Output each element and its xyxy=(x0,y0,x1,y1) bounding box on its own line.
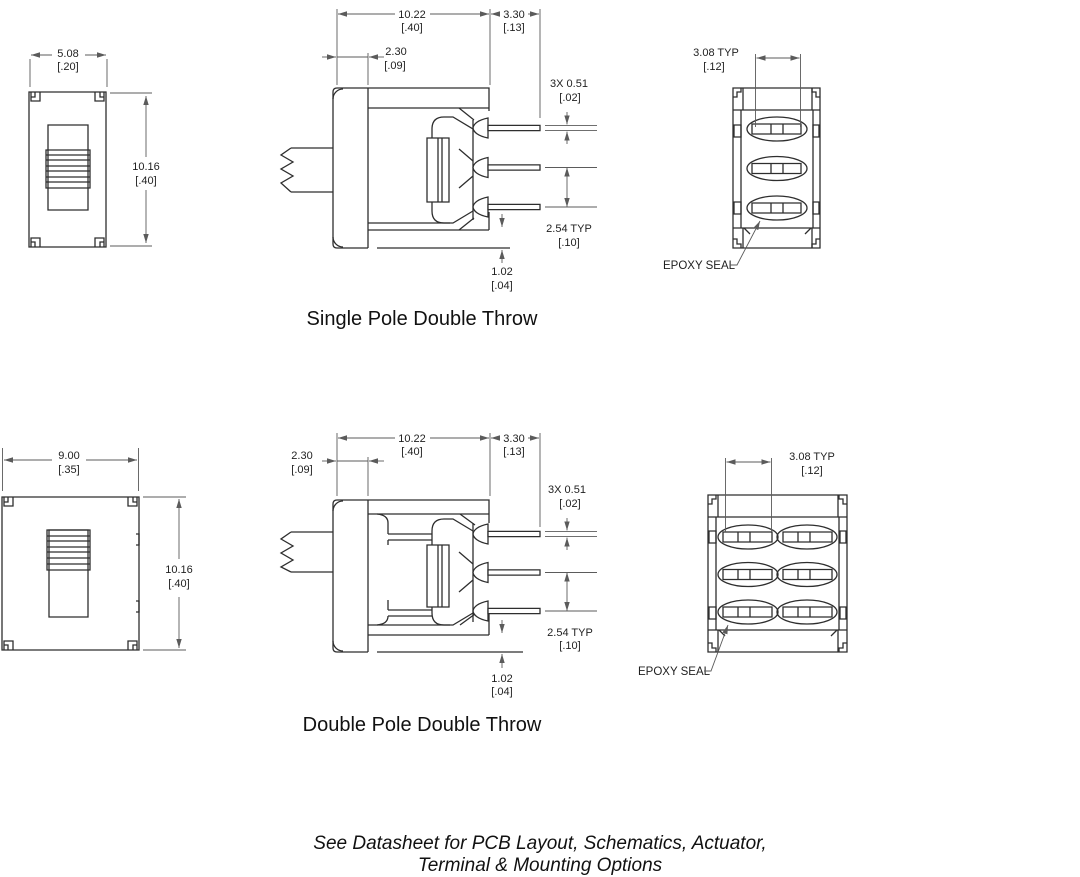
dpdt-side-view xyxy=(281,433,597,698)
dim-standoff-mm: 1.02 xyxy=(491,673,513,685)
dim-pin-size-in: [.02] xyxy=(559,92,581,104)
dim-seal-pitch-in: [.12] xyxy=(703,61,725,73)
terminal-bar xyxy=(723,607,772,617)
terminal-root xyxy=(473,563,488,583)
dim-pitch-mm: 2.54 TYP xyxy=(546,223,592,235)
corner-ear xyxy=(733,88,741,97)
terminal-bar xyxy=(752,203,801,213)
dim-height-mm: 10.16 xyxy=(132,161,160,173)
spdt-rear-seal-pitch-dimension xyxy=(693,47,800,127)
dpdt-side-pin-dimensions xyxy=(491,484,597,698)
dim-pin-length-in: [.13] xyxy=(503,22,525,34)
dim-seal-pitch-in: [.12] xyxy=(801,465,823,477)
corner-ear xyxy=(812,239,820,248)
spdt-side-top-dimensions xyxy=(322,9,540,118)
spdt-front-width-dimension xyxy=(30,48,107,87)
corner-peg xyxy=(95,238,104,247)
spdt-side-view xyxy=(281,9,597,292)
corner-ear xyxy=(708,495,716,504)
corner-ear xyxy=(708,643,716,652)
dim-bushing-in: [.09] xyxy=(384,60,406,72)
dpdt-side-internal xyxy=(377,514,488,625)
terminal-bar xyxy=(783,570,832,580)
break-line xyxy=(281,148,293,192)
corner-ear xyxy=(812,88,820,97)
terminal-bar xyxy=(752,164,801,174)
dim-height-in: [.40] xyxy=(168,578,190,590)
dpdt-front-body-outline xyxy=(2,497,139,650)
spdt-side-pin-dimensions xyxy=(491,78,597,292)
spdt-front-actuator xyxy=(46,125,90,210)
dpdt-front-actuator xyxy=(47,530,90,617)
dim-body-width-mm: 10.22 xyxy=(398,9,426,21)
spdt-rear-view xyxy=(663,47,820,272)
dim-pin-length-mm: 3.30 xyxy=(503,9,525,21)
corner-peg xyxy=(4,641,13,650)
dim-standoff-in: [.04] xyxy=(491,686,513,698)
terminal-root xyxy=(473,158,488,178)
corner-ear xyxy=(733,239,741,248)
dpdt-front-view xyxy=(2,448,193,650)
dim-height-mm: 10.16 xyxy=(165,564,193,576)
dim-body-width-mm: 10.22 xyxy=(398,433,426,445)
dim-width-in: [.20] xyxy=(57,61,79,73)
actuator-stem xyxy=(427,545,449,607)
corner-ear xyxy=(839,495,847,504)
terminal-bar xyxy=(783,607,832,617)
spdt-caption: Single Pole Double Throw xyxy=(306,308,538,330)
terminal-bar xyxy=(752,124,801,134)
terminal-root xyxy=(473,524,488,544)
corner-peg xyxy=(128,497,137,506)
dpdt-side-top-dimensions xyxy=(291,433,540,527)
footer-line-1: See Datasheet for PCB Layout, Schematics, Actuator, xyxy=(313,833,767,854)
spdt-side-internal xyxy=(427,108,488,230)
corner-peg xyxy=(31,92,40,101)
dim-height-in: [.40] xyxy=(135,175,157,187)
dim-pitch-in: [.10] xyxy=(558,237,580,249)
dim-pin-length-in: [.13] xyxy=(503,446,525,458)
dim-width-mm: 9.00 xyxy=(58,450,80,462)
spdt-rear-epoxy-seals xyxy=(747,117,807,220)
break-line xyxy=(281,532,293,572)
dim-pin-size-in: [.02] xyxy=(559,498,581,510)
spdt-front-height-dimension xyxy=(110,93,160,246)
dim-standoff-in: [.04] xyxy=(491,280,513,292)
dim-pin-size-mm: 3X 0.51 xyxy=(548,484,586,496)
epoxy-seal-label: EPOXY SEAL xyxy=(638,666,711,678)
dpdt-rear-epoxy-seals xyxy=(718,525,837,624)
dim-standoff-mm: 1.02 xyxy=(491,266,513,278)
dpdt-side-actuator xyxy=(281,532,333,572)
epoxy-seal-label: EPOXY SEAL xyxy=(663,260,736,272)
terminal-bar xyxy=(723,570,772,580)
footer-note xyxy=(313,833,766,876)
spdt-side-actuator xyxy=(281,148,333,192)
footer-line-2: Terminal & Mounting Options xyxy=(417,855,663,876)
actuator-stem xyxy=(427,138,449,202)
spdt-side-pins xyxy=(488,125,540,209)
corner-ear xyxy=(839,643,847,652)
spdt-front-view xyxy=(29,48,160,247)
dim-pitch-in: [.10] xyxy=(559,640,581,652)
dpdt-front-height-dimension xyxy=(143,497,193,650)
dpdt-side-pins xyxy=(488,531,540,613)
corner-peg xyxy=(31,238,40,247)
dim-pin-length-mm: 3.30 xyxy=(503,433,525,445)
dim-pitch-mm: 2.54 TYP xyxy=(547,627,593,639)
dim-width-mm: 5.08 xyxy=(57,48,79,60)
dim-bushing-mm: 2.30 xyxy=(291,450,313,462)
terminal-root xyxy=(473,601,488,621)
dpdt-caption: Double Pole Double Throw xyxy=(302,714,542,736)
dim-bushing-mm: 2.30 xyxy=(385,46,407,58)
dim-seal-pitch-mm: 3.08 TYP xyxy=(789,451,835,463)
corner-peg xyxy=(128,641,137,650)
terminal-bar xyxy=(723,532,772,542)
corner-peg xyxy=(4,497,13,506)
terminal-root xyxy=(473,118,488,138)
dpdt-rear-view xyxy=(638,451,847,678)
dim-bushing-in: [.09] xyxy=(291,464,313,476)
dim-body-width-in: [.40] xyxy=(401,22,423,34)
dim-seal-pitch-mm: 3.08 TYP xyxy=(693,47,739,59)
dim-body-width-in: [.40] xyxy=(401,446,423,458)
corner-peg xyxy=(95,92,104,101)
dim-pin-size-mm: 3X 0.51 xyxy=(550,78,588,90)
dim-width-in: [.35] xyxy=(58,464,80,476)
dpdt-front-width-dimension xyxy=(3,448,139,491)
spdt-front-body-outline xyxy=(29,92,106,247)
dpdt-rear-seal-pitch-dimension xyxy=(726,451,835,532)
terminal-bar xyxy=(783,532,832,542)
terminal-root xyxy=(473,197,488,217)
